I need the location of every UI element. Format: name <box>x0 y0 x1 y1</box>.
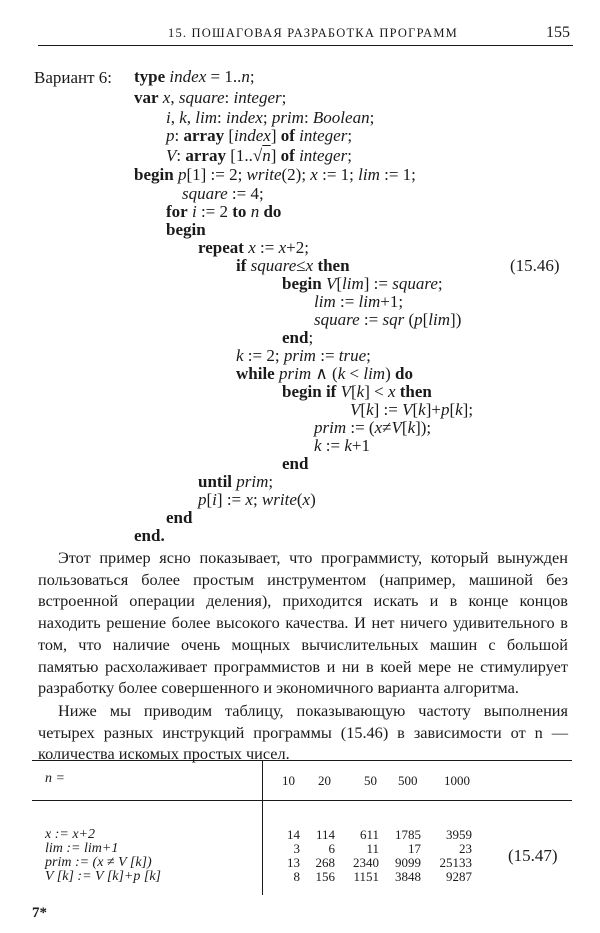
code-line: begin p[1] := 2; write(2); x := 1; lim := 1; <box>134 165 416 184</box>
code-line: k := 2; prim := true; <box>236 346 371 365</box>
table-cell: 156 <box>315 869 335 884</box>
code-line: repeat x := x+2; <box>198 238 309 257</box>
code-line: square := 4; <box>182 184 264 203</box>
table-row-label: V [k] := V [k]+p [k] <box>45 869 161 884</box>
table-header-label: n = <box>45 771 65 786</box>
code-line: p[i] := x; write(x) <box>198 490 316 509</box>
code-line: i, k, lim: index; prim: Boolean; <box>166 108 375 127</box>
equation-label-15-47: (15.47) <box>508 846 558 865</box>
code-line: lim := lim+1; <box>314 292 404 311</box>
code-line: end. <box>134 526 165 545</box>
code-line: begin <box>166 220 206 239</box>
table-top-rule <box>32 760 572 761</box>
table-cell: 114 <box>315 827 335 842</box>
table-cell: 13 <box>287 855 300 870</box>
table-row-label: prim := (x ≠ V [k]) <box>45 855 152 870</box>
code-line: begin V[lim] := square; <box>282 274 443 293</box>
table-cell: 611 <box>359 827 379 842</box>
code-line: end <box>166 508 193 527</box>
table-row-label: lim := lim+1 <box>45 841 119 856</box>
table-column-header: 500 <box>398 773 418 788</box>
code-line: k := k+1 <box>314 436 370 455</box>
table-row-label: x := x+2 <box>45 827 95 842</box>
signature-mark: 7* <box>32 905 47 921</box>
code-line: type index = 1..n; <box>134 67 255 86</box>
code-line: end <box>282 454 309 473</box>
table-cell: 3959 <box>446 827 472 842</box>
table-cell: 17 <box>408 841 421 856</box>
code-line: for i := 2 to n do <box>166 202 282 221</box>
running-header-title: 15. ПОШАГОВАЯ РАЗРАБОТКА ПРОГРАММ <box>168 26 458 40</box>
table-column-header: 50 <box>364 773 377 788</box>
table-cell: 3 <box>293 841 300 856</box>
table-cell: 2340 <box>353 855 379 870</box>
code-line: begin if V[k] < x then <box>282 382 432 401</box>
code-line: V[k] := V[k]+p[k]; <box>350 400 474 419</box>
table-cell: 6 <box>328 841 335 856</box>
variant-label: Вариант 6: <box>34 68 113 87</box>
table-cell: 25133 <box>439 855 472 870</box>
page-number: 155 <box>546 24 570 41</box>
code-line: while prim ∧ (k < lim) do <box>236 364 413 383</box>
code-line: if square≤x then <box>236 256 350 275</box>
table-column-header: 1000 <box>444 773 470 788</box>
paragraph-2: Ниже мы приводим таблицу, показывающую частоту выполнения четырех разных инструкций программы (15.46) в зависимости от n — количества искомых простых чисел. <box>38 701 568 764</box>
paragraph-1: Этот пример ясно показывает, что программисту, который вынужден пользоваться более простым инструментом (например, машиной без встроенной операции деления), приходится искать и в конце концов находить решение более высокого качества. И нет ничего удивительного в том, что наличие очень мощных вычислительных машин с большой памятью расхолаживает программистов и ни в коей мере не стимулирует разработку более совершенного и экономичного варианта алгоритма. <box>38 548 568 698</box>
code-line: prim := (x≠V[k]); <box>314 418 432 437</box>
code-line: var x, square: integer; <box>134 88 287 107</box>
table-cell: 11 <box>366 841 379 856</box>
code-line: V: array [1..√n] of integer; <box>166 146 352 165</box>
code-line: square := sqr (p[lim]) <box>314 310 462 329</box>
table-cell: 9287 <box>446 869 472 884</box>
code-line: p: array [index] of integer; <box>166 126 353 145</box>
table-column-header: 10 <box>282 773 295 788</box>
table-cell: 14 <box>287 827 300 842</box>
table-cell: 1151 <box>353 869 379 884</box>
table-cell: 9099 <box>395 855 421 870</box>
table-cell: 268 <box>315 855 335 870</box>
table-cell: 8 <box>293 869 300 884</box>
table-cell: 3848 <box>395 869 421 884</box>
header-rule <box>38 45 573 46</box>
code-line: end; <box>282 328 314 347</box>
equation-label-15-46: (15.46) <box>510 256 560 275</box>
table-header-rule <box>32 800 572 801</box>
table-column-header: 20 <box>318 773 331 788</box>
table-cell: 23 <box>459 841 472 856</box>
code-line: until prim; <box>198 472 274 491</box>
table-cell: 1785 <box>395 827 421 842</box>
